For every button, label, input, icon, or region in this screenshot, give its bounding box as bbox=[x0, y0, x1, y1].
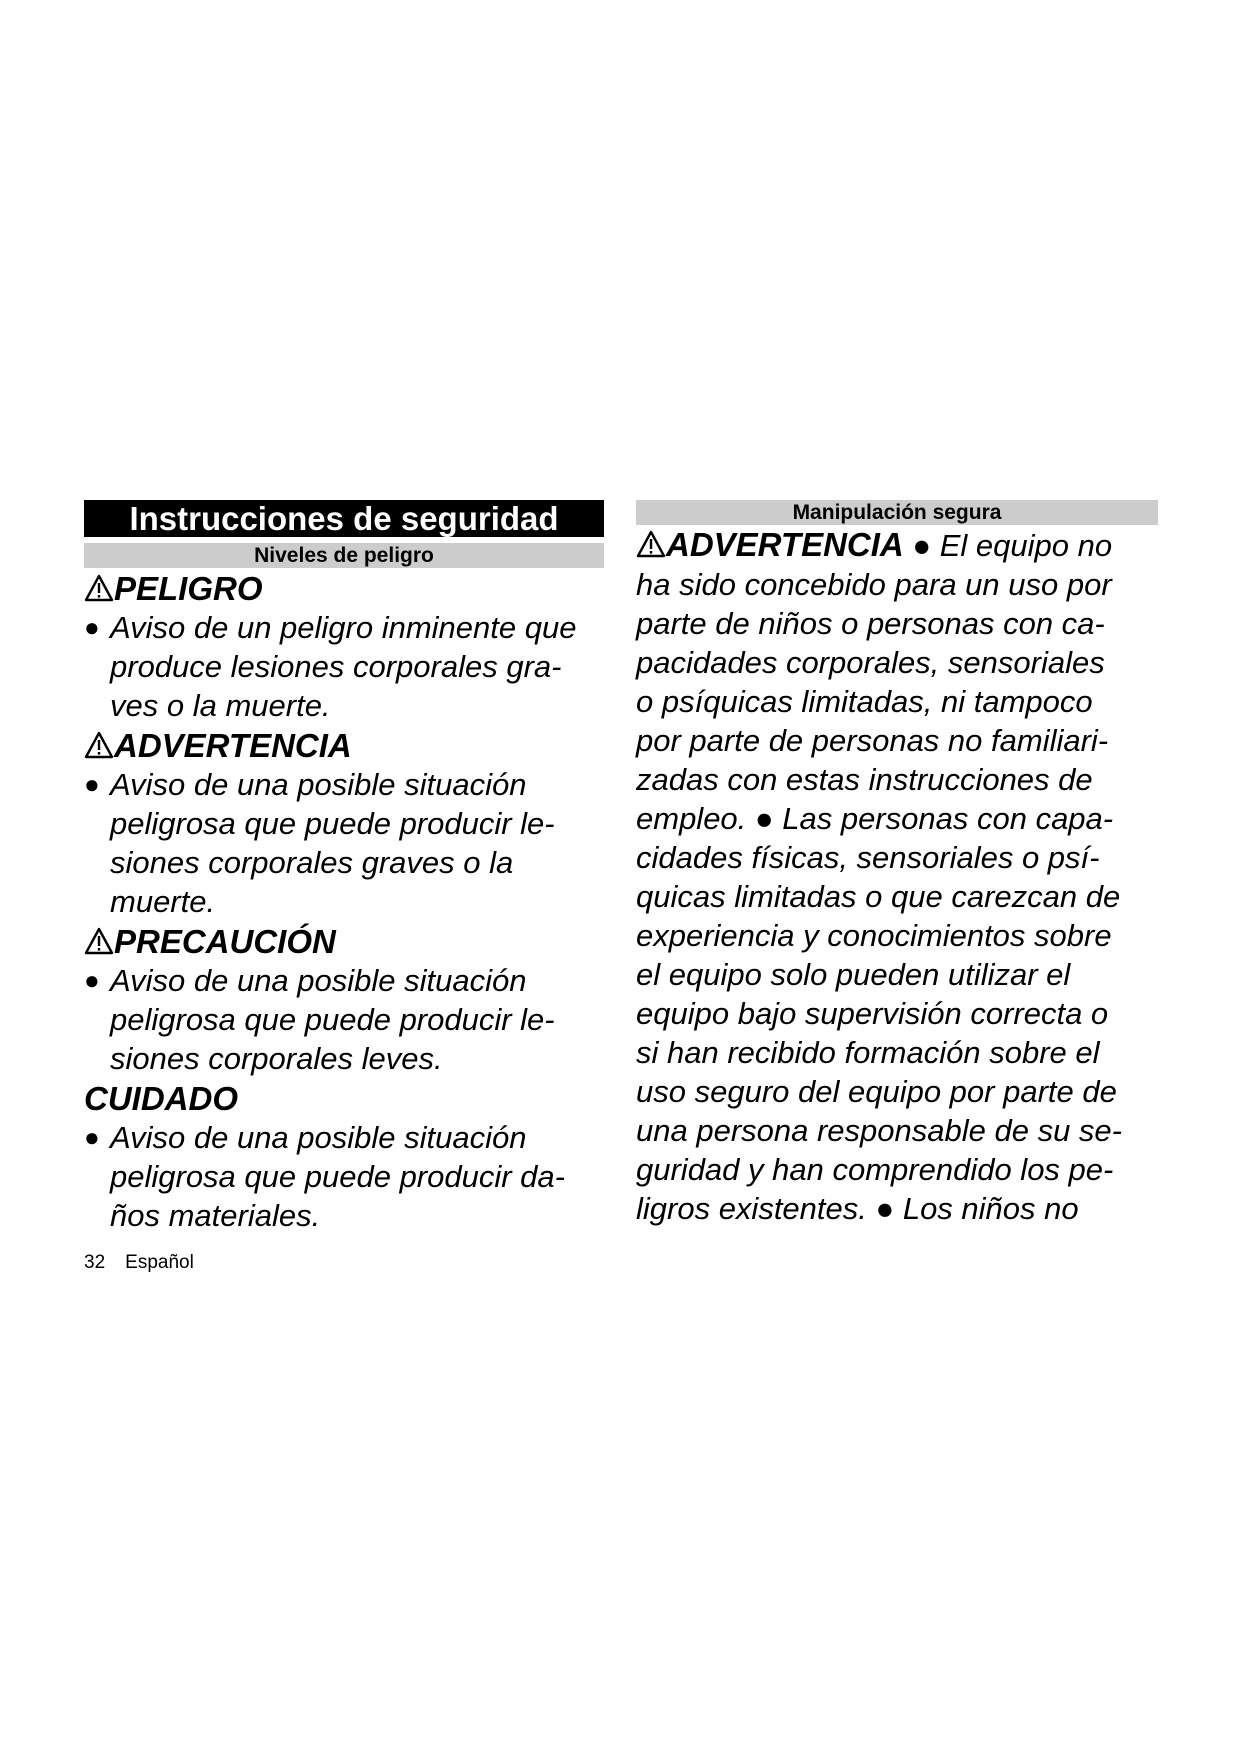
description-line: peligrosa que puede producir da- bbox=[110, 1159, 565, 1194]
description-line: Aviso de un peligro inminente que bbox=[110, 610, 577, 645]
level-description bbox=[84, 608, 604, 725]
description-line: produce lesiones corporales gra- bbox=[110, 649, 562, 684]
warning-triangle-icon bbox=[84, 574, 114, 602]
description-line: peligrosa que puede producir le- bbox=[110, 806, 555, 841]
body-line: pacidades corporales, sensoriales bbox=[636, 645, 1105, 680]
body-line: ligros existentes. ● Los niños no bbox=[636, 1191, 1079, 1226]
section-subtitle: Niveles de peligro bbox=[84, 543, 604, 568]
description-line: Aviso de una posible situación bbox=[110, 963, 527, 998]
danger-levels-list bbox=[84, 570, 604, 1235]
safe-handling-text bbox=[636, 525, 1158, 1228]
page-number: 32 bbox=[84, 1252, 106, 1273]
description-line: muerte. bbox=[110, 884, 216, 919]
description-line: Aviso de una posible situación bbox=[110, 767, 527, 802]
level-description bbox=[84, 961, 604, 1078]
bullet: ● bbox=[912, 528, 940, 563]
page-footer bbox=[84, 1252, 194, 1274]
level-description bbox=[84, 1118, 604, 1235]
section-subtitle-safe-handling: Manipulación segura bbox=[636, 500, 1158, 525]
level-label: CUIDADO bbox=[84, 1080, 238, 1117]
warning-triangle-icon bbox=[84, 731, 114, 759]
body-line: quicas limitadas o que carezcan de bbox=[636, 879, 1121, 914]
footer-language: Español bbox=[125, 1252, 194, 1273]
body-line: guridad y han comprendido los pe- bbox=[636, 1152, 1114, 1187]
body-line: cidades físicas, sensoriales o psí- bbox=[636, 840, 1100, 875]
body-line: parte de niños o personas con ca- bbox=[636, 606, 1105, 641]
body-line: si han recibido formación sobre el bbox=[636, 1035, 1100, 1070]
description-line: ves o la muerte. bbox=[110, 688, 331, 723]
level-label: ADVERTENCIA bbox=[114, 727, 352, 764]
bullet: ● bbox=[84, 1122, 100, 1152]
level-heading bbox=[84, 1080, 604, 1118]
level-heading bbox=[84, 570, 604, 608]
section-title: Instrucciones de seguridad bbox=[84, 500, 604, 537]
body-line: empleo. ● Las personas con capa- bbox=[636, 801, 1114, 836]
body-line: equipo bajo supervisión correcta o bbox=[636, 996, 1109, 1031]
description-line: Aviso de una posible situación bbox=[110, 1120, 527, 1155]
body-lines bbox=[636, 565, 1158, 1228]
bullet: ● bbox=[84, 965, 100, 995]
body-line: uso seguro del equipo por parte de bbox=[636, 1074, 1117, 1109]
body-line: zadas con estas instrucciones de bbox=[636, 762, 1093, 797]
warning-label: ADVERTENCIA bbox=[636, 526, 904, 563]
body-line: el equipo solo pueden utilizar el bbox=[636, 957, 1071, 992]
level-description bbox=[84, 765, 604, 921]
left-column bbox=[84, 500, 604, 1235]
first-line-text: El equipo no bbox=[939, 528, 1113, 563]
warning-triangle-icon bbox=[84, 927, 114, 955]
description-line: siones corporales graves o la bbox=[110, 845, 514, 880]
body-line: ha sido concebido para un uso por bbox=[636, 567, 1112, 602]
body-line: por parte de personas no familiari- bbox=[636, 723, 1109, 758]
level-heading bbox=[84, 727, 604, 765]
level-label: PRECAUCIÓN bbox=[114, 923, 336, 960]
body-line: o psíquicas limitadas, ni tampoco bbox=[636, 684, 1093, 719]
body-line: una persona responsable de su se- bbox=[636, 1113, 1122, 1148]
warning-triangle-icon bbox=[636, 530, 666, 558]
body-line: experiencia y conocimientos sobre bbox=[636, 918, 1112, 953]
right-column bbox=[636, 500, 1158, 1228]
bullet: ● bbox=[84, 612, 100, 642]
level-heading bbox=[84, 923, 604, 961]
description-line: peligrosa que puede producir le- bbox=[110, 1002, 555, 1037]
description-line: ños materiales. bbox=[110, 1198, 321, 1233]
bullet: ● bbox=[84, 769, 100, 799]
level-label: PELIGRO bbox=[114, 570, 263, 607]
description-line: siones corporales leves. bbox=[110, 1041, 443, 1076]
